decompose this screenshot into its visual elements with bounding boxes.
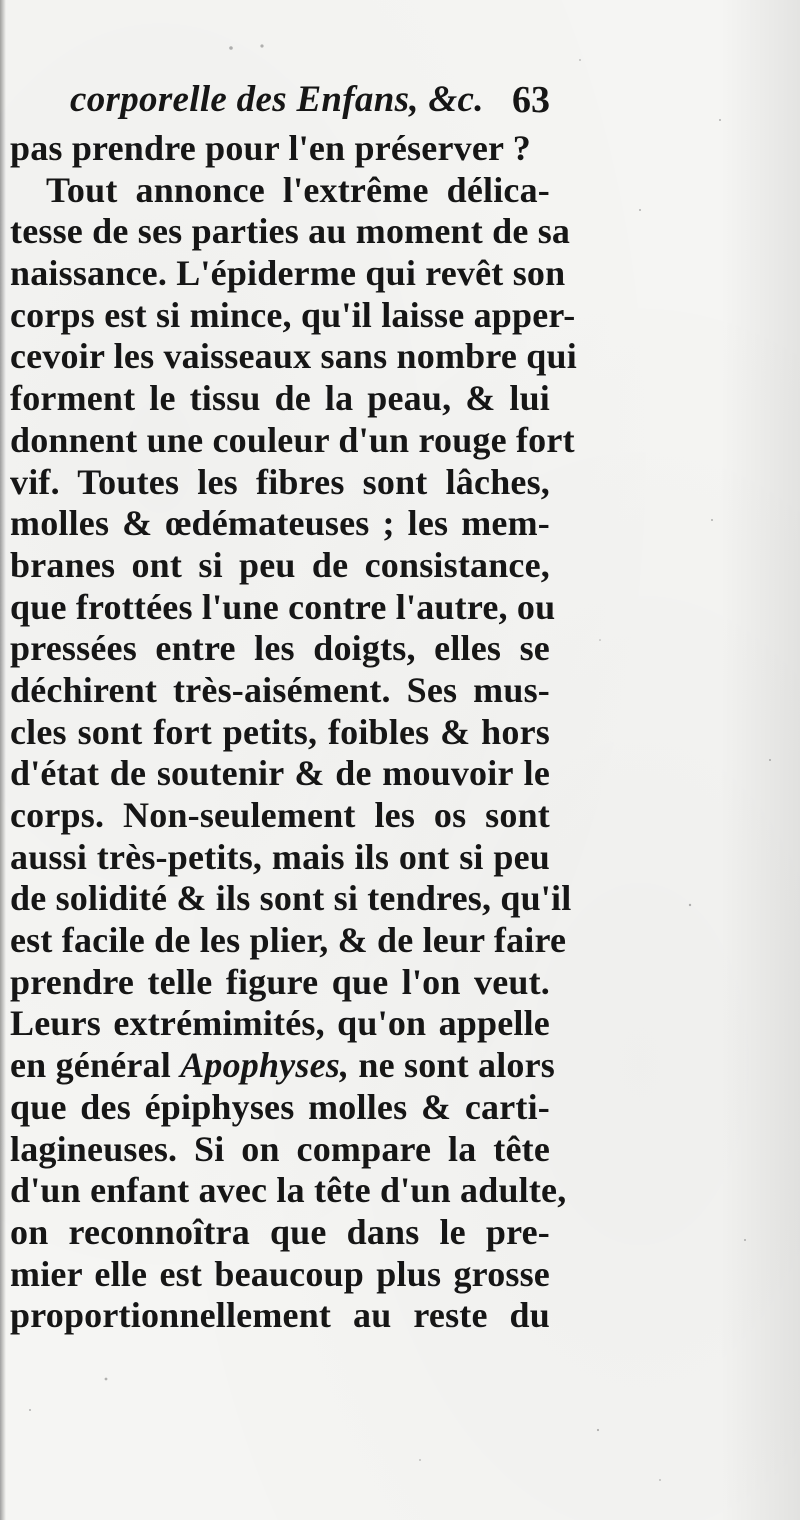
text-line-mixed: [10, 1045, 556, 1087]
text-line: est facile de les plier, & de leur faire: [10, 920, 567, 961]
text-line: cles sont fort petits, foibles & hors: [10, 711, 550, 752]
page-number: 63: [512, 79, 550, 121]
text-line: de solidité & ils sont si tendres, qu'il: [10, 878, 572, 919]
running-header: [70, 78, 550, 126]
text-line: forment le tissu de la peau, & lui: [10, 378, 550, 419]
text-line: d'état de soutenir & de mouvoir le: [10, 753, 550, 794]
text-line: pas prendre pour l'en préserver ?: [10, 128, 531, 168]
text-line: mier elle est beaucoup plus grosse: [10, 1253, 550, 1294]
text-line: branes ont si peu de consistance,: [10, 544, 550, 585]
text-line: molles & œdémateuses ; les mem-: [10, 503, 550, 544]
text-line: on reconnoîtra que dans le pre-: [10, 1211, 550, 1252]
text-line: pressées entre les doigts, elles se: [10, 628, 550, 669]
text-line: tesse de ses parties au moment de sa: [10, 211, 571, 252]
text-line: lagineuses. Si on compare la tête: [10, 1128, 550, 1169]
text-line: que frottées l'une contre l'autre, ou: [10, 586, 556, 627]
text-line: Leurs extrémimités, qu'on appelle: [10, 1003, 550, 1044]
text-line: corps est si mince, qu'il laisse apper-: [10, 294, 576, 335]
text-line: aussi très-petits, mais ils ont si peu: [10, 836, 550, 877]
text-line: Tout annonce l'extrême délica-: [46, 169, 550, 210]
text-line: naissance. L'épiderme qui revêt son: [10, 253, 566, 294]
text-segment: en général: [10, 1045, 171, 1086]
text-line: que des épiphyses molles & carti-: [10, 1086, 550, 1127]
text-line: déchirent très-aisément. Ses mus-: [10, 669, 550, 710]
text-line: d'un enfant avec la tête d'un adulte,: [10, 1170, 567, 1211]
text-segment: ne sont alors: [358, 1045, 556, 1086]
body-text: [10, 128, 577, 1337]
text-line: cevoir les vaisseaux sans nombre qui: [10, 336, 577, 377]
text-line: proportionnellement au reste du: [10, 1295, 550, 1336]
text-line: prendre telle figure que l'on veut.: [10, 961, 550, 1002]
text-line: corps. Non-seulement les os sont: [10, 795, 550, 835]
running-title: corporelle des Enfans, &c.: [70, 79, 484, 120]
text-line: vif. Toutes les fibres sont lâches,: [10, 461, 550, 502]
text-line: donnent une couleur d'un rouge fort: [10, 419, 575, 460]
italic-term: Apophyses,: [180, 1045, 350, 1086]
